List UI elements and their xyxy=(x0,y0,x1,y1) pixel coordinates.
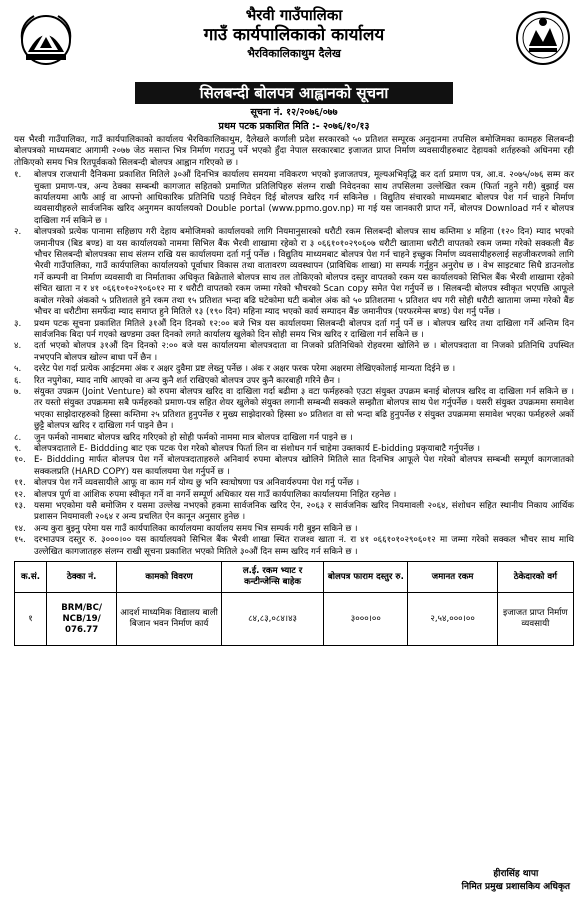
signature-block xyxy=(462,868,570,894)
condition-number: १४. xyxy=(14,523,26,534)
condition-item xyxy=(14,341,574,364)
column-header: ल.ई. रकम भ्याट र कन्टीन्जेन्सि बाहेक xyxy=(221,562,323,593)
condition-item xyxy=(14,387,574,433)
condition-item xyxy=(14,319,574,342)
intro-paragraph: यस भैरवी गाउँपालिका, गाउँ कार्यपालिकाको कार्यालय भैरविकालिकाथुम, दैलेखले कर्णाली प्रदेश सरकारको ५० प्रतिशत सम्पूरक अनुदानमा तपसिल बमोजिमका कामहरु सिलबन्दी बोलपत्रको माध्यमबाट आगामी २०७७ जेठ मसान्त भित्र निर्माण गराउनु पर्ने भएको हुँदा नेपाल सरकारबाट इजाजत प्राप्त निर्माण व्यवसायीहरुबाट देहायको शर्तहरुको अधिनमा रही तोकिएको समय भित्र रितपूर्वकको सिलबन्दी बोलपत्र आह्वान गरिएको छ । xyxy=(14,135,574,168)
column-header: क.सं. xyxy=(15,562,47,593)
condition-text: प्रथम पटक सूचना प्रकाशित मितिले ३१औं दिन दिनको १२:०० बजे भित्र यस कार्यालयमा सिलबन्दी बोलपत्र दर्ता गर्नु पर्ने छ । बोलपत्र खरिद तथा दाखिला गर्ने अन्तिम दिन सार्वजनिक बिदा पर्न गएको खण्डमा उक्त दिनको लगते कार्यालय खुलेको दिन सोही समय भित्र खरिद र दाखिला गर्न सकिने छ । xyxy=(34,318,574,340)
column-header: ठेक्का नं. xyxy=(47,562,117,593)
condition-number: ३. xyxy=(14,318,22,329)
table-cell: ८४,८३,०८४।४३ xyxy=(221,593,323,646)
table-cell: इजाजत प्राप्त निर्माण व्यवसायी xyxy=(497,593,573,646)
condition-text: अन्य कुरा बुझ्नु परेमा यस गाउँ कार्यपालिका कार्यालयमा कार्यालय समय भित्र सम्पर्क गरी बुझ्न सकिने छ । xyxy=(34,523,358,534)
condition-number: १०. xyxy=(14,455,26,466)
condition-text: बोलपत्र पूर्ण वा आंशिक रुपमा स्वीकृत गर्ने वा नगर्ने सम्पूर्ण अधिकार यस गाउँ कार्यपालिका कार्यालयमा निहित रहनेछ । xyxy=(34,489,397,500)
condition-text: रित नपुगेका, म्याद नाघि आएको वा अन्य कुनै शर्त राखिएको बोलपत्र उपर कुनै कारबाही गरिने छैन । xyxy=(34,375,341,386)
office-address: भैरविकालिकाथुम दैलेख xyxy=(247,47,341,60)
condition-text: दररेट पेश गर्दा प्रत्येक आईटममा अंक र अक्षर दुवैमा प्रष्ट लेख्नु पर्नेछ । अंक र अक्षर फरक परेमा अक्षरमा लेखिएकोलाई मान्यता दिईने छ । xyxy=(34,364,456,375)
condition-text: बोलपत्रको प्रत्येक पानामा सहिछाप गरी देहाय बमोजिमको कार्यालयको लागि नियमानुसारको धरौटी रकम सिलबन्दी बोलपत्र साथ कम्तिमा ४ महिना (१२० दिन) म्याद भएको जमानीपत्र (बिड बण्ड) वा यस कार्यालयको नाममा सिभिल बैंक भैरवी शाखामा रहेको रा ३ ०६६१०१०२९०६०७ धरौटी खातामा धरौटी वापतको रकम जम्मा गरेको सक्कली बैंङ भौचर सिलबन्दी बोलपत्रका साथ संलग्न राखि यस कार्यालयमा दर्ता गर्नु पर्नेछ । विद्युतिय माध्यमबाट बोलपत्र पेश गर्न चाहने इच्छुक निर्माण व्यवसायीहरुलाई सहजीकरणको लागि भैरवी गाउँपालिका, गाउँ कार्यपालिका कार्यालयको पूर्वाधार विकास तथा वातावरण व्यवस्थापन (प्राविधिक शाखा) मा सम्पर्क गर्नुहुन अनुरोध छ । वेभ साइटबाट सिधै डाउनलोड गर्ने कम्पनी वा निर्माण व्यवसायी वा निर्माताका अधिकृत बिक्रेताले बोलपत्र साथ तल तोकिएको बोलपत्र दस्तुर वापतको रकम यस कार्यालयको सिभिल बैंक भैरवी शाखामा रहेको संचित खाता न र ४१ ०६६१०१०२९०६०१२ मा र धरौटी वापतको रकम जम्मा गरेको भौचरको Scan copy समेत पेश गर्नुपर्ने छ । सिलबन्दी बोलपत्र स्वीकृत भएपछि आफूले कबोल गरेको अंकको ५ प्रतिशतले हुने रकम तथा १५ प्रतिशत भन्दा बढि घटेकोमा घटी कबोल अंक को ५० प्रतिशतमा ५ प्रतिशत थप गरी सोही धरौटी खातामा जम्मा गरेको बैंङ भौचर वा धरौटीमा समर्फेदा म्याद समाप्त हुने मितिले १३ (१९० दिन) महिना म्याद भएको कार्य सम्पादन बैंङ जमानीपत्र (परफरमेन्स बण्ड) पेश गर्नु पर्नेछ । xyxy=(34,227,574,318)
condition-number: ७. xyxy=(14,386,22,397)
condition-number: ९. xyxy=(14,443,22,454)
table-cell: २,५४,०००।०० xyxy=(408,593,497,646)
column-header: जमानत रकम xyxy=(408,562,497,593)
column-header: ठेकेदारको वर्ग xyxy=(497,562,573,593)
condition-item xyxy=(14,455,574,478)
condition-number: १५. xyxy=(14,535,26,546)
condition-number: १. xyxy=(14,170,22,181)
condition-number: ११. xyxy=(14,478,26,489)
office-name: गाउँ कार्यपालिकाको कार्यालय xyxy=(203,25,385,45)
condition-item xyxy=(14,524,574,535)
condition-item xyxy=(14,433,574,444)
condition-text: बोलपत्रदाताले E- Biddding बाट एक पटक पेश गरेको बोलपत्र फिर्ता लिन वा संशोधन गर्न चाहेमा उक्तकार्य E-bidding प्रकृयाबाटै गर्नुपर्नेछ । xyxy=(34,443,481,454)
column-header: कामको विवरण xyxy=(117,562,222,593)
condition-item xyxy=(14,490,574,501)
notice-title: सिलबन्दी बोलपत्र आह्वानको सूचना xyxy=(135,82,453,104)
table-cell: ३०००।०० xyxy=(324,593,408,646)
table-cell: आदर्श माध्यमिक विद्यालय बाली बिजान भवन निर्माण कार्य xyxy=(117,593,222,646)
table-cell: १ xyxy=(15,593,47,646)
condition-text: बोलपत्र पेश गर्ने व्यवसायीले आफू वा काम गर्न योग्य छु भनि स्वःघोषणा पत्र अनिवार्यरुपमा पेश गर्नु पर्नेछ । xyxy=(34,478,360,489)
condition-text: E- Biddding मार्फत बोलपत्र पेश गर्ने बोलपत्रदाताहरुले अनिवार्य रुपमा बोलपत्र खोलिने मितिले सात दिनभित्र आफूले पेश गरेको बोलपत्र सम्बन्धी सम्पूर्ण कागजातको सक्कलप्रति (HARD COPY) यस कार्यालयमा पेश गर्नुपर्ने छ । xyxy=(34,455,574,477)
table-row xyxy=(15,593,574,646)
condition-item xyxy=(14,501,574,524)
condition-item xyxy=(14,376,574,387)
municipality-name: भैरवी गाउँपालिका xyxy=(245,6,343,24)
condition-text: दरभाउपत्र दस्तुर रु. ३०००।०० यस कार्यालयको सिभिल बैंक भैरवी शाखा स्थित राजश्व खाता नं. रा ४१ ०६६१०१०२९०६०१२ मा जम्मा गरेको सक्कल भौचर साथ माथि उल्लेखित कागजातहरु संलग्न राखी सूचना प्रकाशित भएको मितिले ३०औं दिन सम्म खरिद गर्न सकिने छ । xyxy=(34,535,574,557)
condition-number: ६. xyxy=(14,375,22,386)
notice-ref-number: सूचना नं. १२/२०७६/०७७ xyxy=(250,107,338,118)
condition-number: ५. xyxy=(14,364,22,375)
condition-item xyxy=(14,364,574,375)
works-table xyxy=(14,561,574,646)
condition-text: दर्ता भएको बोलपत्र ३१औं दिन दिनको २:०० बजे यस कार्यालयमा बोलपत्रदाता वा निजको प्रतिनिधिको रोहवरमा खोलिने छ । बोलपत्रदाता वा निजको प्रतिनिधि उपस्थित नभएपनि बोलपत्र खोल्न बाधा पर्ने छैन । xyxy=(34,341,574,363)
condition-item xyxy=(14,170,574,227)
condition-item xyxy=(14,227,574,318)
table-header-row xyxy=(15,562,574,593)
office-header xyxy=(14,6,574,82)
condition-number: १२. xyxy=(14,489,26,500)
condition-number: ८. xyxy=(14,432,22,443)
condition-number: २. xyxy=(14,227,22,238)
nepal-emblem-icon xyxy=(16,10,76,66)
condition-item xyxy=(14,444,574,455)
signatory-title: निमित प्रमुख प्रशासकिय अधिकृत xyxy=(461,882,570,892)
condition-text: बोलपत्र राजधानी दैनिकमा प्रकाशित मितिले ३०औं दिनभित्र कार्यालय समयमा नविकरण भएको इजाजतपत्र, मूल्यअभिवृद्धि कर दर्ता प्रमाण पत्र, आ.व. २०७५/०७६ सम्म कर चुक्ता प्रमाण-पत्र, अन्य ठेक्का सम्बन्धी कागजात सहितको प्रमाणित प्रतिलिपिहरु संलग्न राखी निवेदनका साथ तपसिलमा उल्लेखित रकम (फिर्ता नहुने गरी) बुझाई यस कार्यालयमा आफै आई वा आफ्नो आधिकारिक प्रतिनिधि पठाई निवेदन दिई बोलपत्र खरिद गर्न सकिनेछ । विद्युतिय संचारको माध्यमबाट बोलपत्र पेश गर्न चाहने निर्माण व्यवसायीहरुले सार्वजनिक खरिद अनुगमन कार्यालयको Double portal (www.ppmo.gov.np) मा गई यस जानकारी प्राप्त गर्ने, बोलपत्र Download गर्न र बोलपत्र दाखिला गर्न सकिने छ । xyxy=(34,170,574,226)
condition-number: १३. xyxy=(14,501,26,511)
condition-item xyxy=(14,535,574,558)
table-cell: BRM/BC/ NCB/19/ 076.77 xyxy=(47,593,117,646)
condition-item xyxy=(14,478,574,489)
condition-number: ४. xyxy=(14,341,22,352)
conditions-list xyxy=(14,170,574,558)
condition-text: यसमा भएकोमा यसै बमोजिम र यसमा उल्लेख नभएको हकमा सार्वजनिक खरिद ऐन, २०६३ र सार्वजनिक खरिद नियमावली २०६४, संशोधन सहित स्थानीय निकाय आर्थिक प्रशासन नियमावली २०६४ र अन्य प्रचलित ऐन कानून अनुसार हुनेछ । xyxy=(34,501,574,523)
column-header: बोलपत्र फाराम दस्तुर रु. xyxy=(324,562,408,593)
first-publication-date: प्रथम पटक प्रकाशित मिति :- २०७६/१०/१३ xyxy=(218,121,370,132)
table-body xyxy=(15,593,574,646)
signatory-name: हीरासिंह थापा xyxy=(493,869,539,879)
municipality-logo-icon xyxy=(514,8,572,68)
condition-text: जुन फर्मको नामबाट बोलपत्र खरिद गरिएको हो सोही फर्मको नाममा मात्र बोलपत्र दाखिला गर्न पाइने छ । xyxy=(34,432,353,443)
condition-text: संयुक्त उपक्रम (Joint Venture) को रुपमा बोलपत्र खरिद वा दाखिला गर्दा बढीमा ३ वटा फर्महरुको एउटा संयुक्त उपक्रम बनाई बोलपत्र खरिद वा दाखिला गर्न सकिने छ । तर यस्तो संयुक्त उपक्रममा सबै फर्महरुको प्रमाण-पत्र सहित शेयर खुलेको संयुक्त लगानी सम्बन्धी सक्कले सम्झौता बोलपत्र साथ पेश गर्नुपर्नेछ । यसरी संयुक्त उपक्रममा समावेश भएका साझेदारहरुको हिस्सा कम्तिमा २५ प्रतिशत हुनुपर्नेछ र मुख्य साझेदारको हिस्सा ४० प्रतिशत वा सो भन्दा बढि हुनुपर्नेछ र संयुक्त उपक्रममा समावेश भएका फर्महरुले अर्को छुट्टै बोलपत्र खरिद र दाखिला गर्न पाइने छैन । xyxy=(34,386,574,432)
